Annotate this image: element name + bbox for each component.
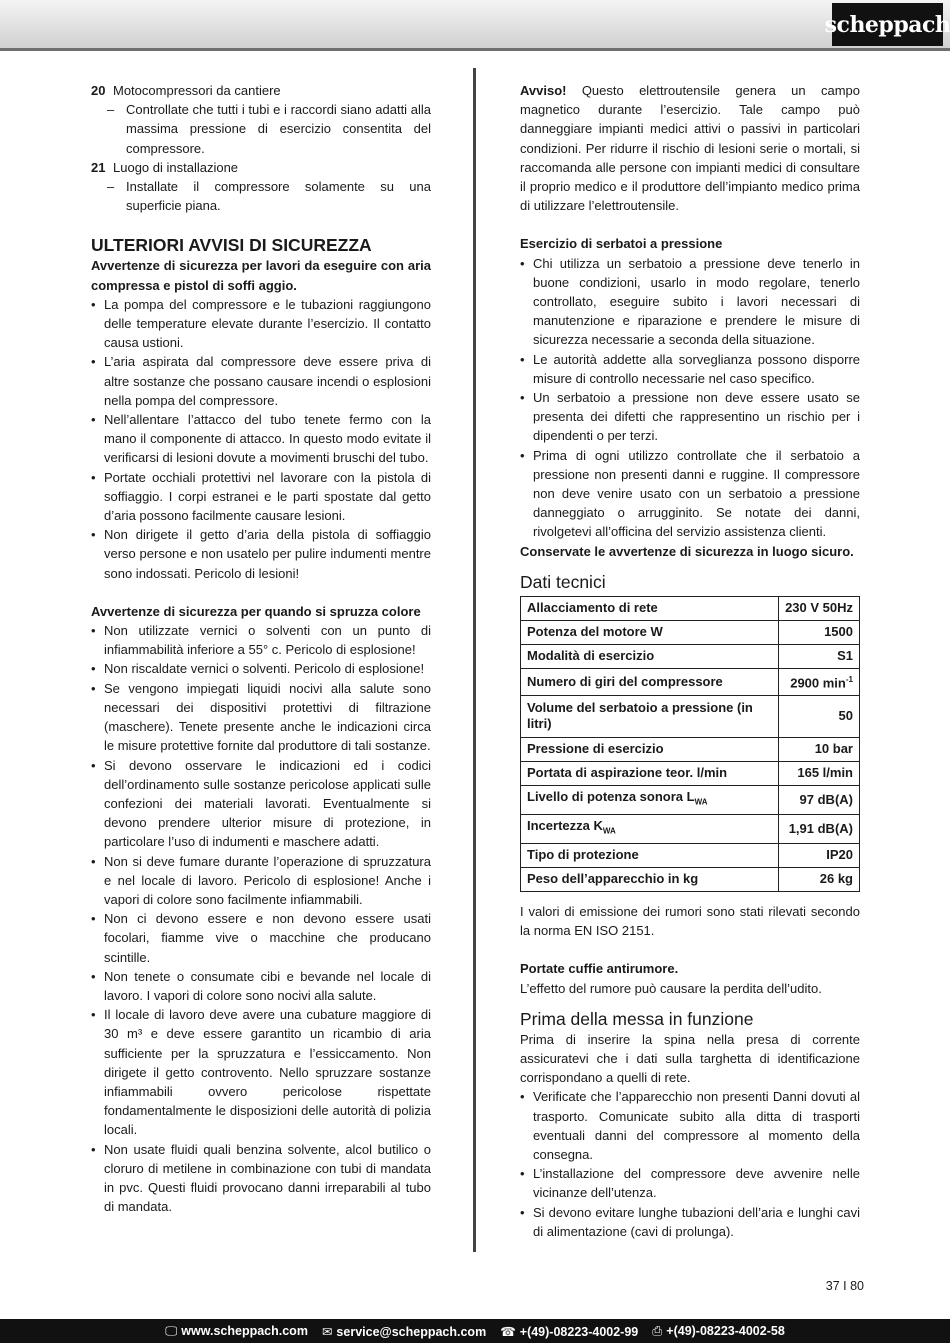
dash-marker: – (107, 102, 115, 118)
item-title: Luogo di installazione (113, 159, 239, 175)
spec-label-text: Livello di potenza sonora L (527, 788, 695, 804)
table-row (521, 785, 860, 814)
list-item: • Non riscaldate vernici o solventi. Pericolo di esplosione! (91, 659, 431, 678)
list-item: • L’aria aspirata dal compressore deve essere priva di altre sostanze che possano causare incendi o esplosioni nella pompa del compressore. (91, 352, 431, 410)
section-title: ULTERIORI AVVISI DI SICUREZZA (91, 235, 372, 256)
footer-web-text: www.scheppach.com (181, 1323, 308, 1338)
commissioning-text: Prima di inserire la spina nella presa di corrente assicuratevi che i dati sulla targhetta di identificazione corrispondano a quelli di rete. (520, 1031, 860, 1086)
list-item: • Non ci devono essere e non devono essere usati focolari, fiamme vive o macchine che producano scintille. (91, 909, 431, 967)
table-row (521, 867, 860, 891)
spec-value: S1 (779, 644, 860, 668)
list-item: • Prima di ogni utilizzo controllate che il serbatoio a pressione non presenti danni e ruggine. Il compressore non deve venire usato con un serbatoio a pressione danneggiato o arrugginito. Se notate dei danni, rivolgetevi all’officina del servizio assistenza clienti. (520, 446, 860, 542)
noise-note: I valori di emissione dei rumori sono stati rilevati secondo la norma EN ISO 2151. (520, 903, 860, 939)
spec-subscript: WA (602, 826, 616, 836)
right-column (520, 81, 860, 1241)
list-item: • Portate occhiali protettivi nel lavorare con la pistola di soffiaggio. I corpi estranei e le parti spostate dal getto d’aria possono facilmente causare lesioni. (91, 468, 431, 526)
dash-text: Controllate che tutti i tubi e i raccordi siano adatti alla massima pressione di esercizio consentita del compressore. (126, 102, 431, 156)
subsection-title-spraying: Avvertenze di sicurezza per quando si spruzza colore (91, 603, 421, 619)
bullet-list-commissioning (520, 1087, 860, 1241)
spec-label-text: Incertezza K (527, 817, 603, 833)
ear-protection-title: Portate cuffie antirumore. (520, 961, 679, 977)
footer-email[interactable] (322, 1324, 486, 1339)
list-item: • La pompa del compressore e le tubazioni raggiungono delle temperature elevate durante l’esercizio. Il contatto causa ustioni. (91, 295, 431, 353)
spec-label (521, 814, 779, 843)
spec-label (521, 785, 779, 814)
header-rule (0, 48, 950, 51)
brand-name: scheppach (824, 11, 950, 38)
footer-email-text: service@scheppach.com (336, 1324, 487, 1339)
warning-text: Questo elettroutensile genera un campo magnetico durante l’esercizio. Tale campo può danneggiare impianti medici attivi o passivi in particolari condizioni. Per ridurre il rischio di lesioni serie o mortali, si raccomanda alle persone con impianti medici di consultare il proprio medico e il produttore dell’impianto medico prima di utilizzare l’elettroutensile. (520, 83, 860, 214)
spec-value: 1500 (779, 620, 860, 644)
spec-table (520, 596, 860, 892)
numbered-item-20 (91, 81, 431, 100)
list-item: • L’installazione del compressore deve avvenire nelle vicinanze dell’utenza. (520, 1164, 860, 1202)
spec-label: Volume del serbatoio a pressione (in litri) (521, 695, 779, 737)
warning-paragraph (520, 81, 860, 215)
table-row (521, 761, 860, 785)
dash-marker: – (107, 179, 115, 195)
spec-label: Allacciamento di rete (521, 596, 779, 620)
spec-value-text: 2900 min (790, 675, 846, 691)
spec-value (779, 668, 860, 695)
spec-value: 165 l/min (779, 761, 860, 785)
spec-label: Peso dell’apparecchio in kg (521, 867, 779, 891)
bullet-list-spraying (91, 621, 431, 1216)
brand-logo (824, 3, 950, 46)
spec-subscript: WA (694, 797, 708, 807)
page-number: 37 I 80 (825, 1279, 864, 1293)
list-item: • Non si deve fumare durante l’operazione di spruzzatura e nel locale di lavoro. Pericolo di esplosione! Anche i vapori di colore sono facilmente infiammabili. (91, 852, 431, 910)
commissioning-title: Prima della messa in funzione (520, 1008, 754, 1029)
spec-value: IP20 (779, 843, 860, 867)
list-item: • Non utilizzate vernici o solventi con un punto di infiammabilità inferiore a 55° c. Pericolo di esplosione! (91, 621, 431, 659)
spec-label: Portata di aspirazione teor. l/min (521, 761, 779, 785)
spec-value: 10 bar (779, 737, 860, 761)
item-number: 20 (91, 83, 106, 98)
footer-web[interactable] (165, 1324, 308, 1339)
list-item: • Si devono evitare lunghe tubazioni dell’aria e lunghi cavi di alimentazione (cavi di prolunga). (520, 1203, 860, 1241)
spec-label: Tipo di protezione (521, 843, 779, 867)
table-row (521, 814, 860, 843)
list-item: • Si devono osservare le indicazioni ed i codici dell’ordinamento sulle sostanze pericolose applicati sulle confezioni dei materiali lavorati. Eventualmente si devono prendere ulterior misure di protezione, in particolare l’uso di indumenti e maschere adatti. (91, 756, 431, 852)
spec-value: 50 (779, 695, 860, 737)
list-item: • Nell’allentare l’attacco del tubo tenete fermo con la mano il componente di attacco. In questo modo evitate il verificarsi di lesioni dovute a movimenti bruschi del tubo. (91, 410, 431, 468)
list-item: • Le autorità addette alla sorveglianza possono disporre misure di controllo necessarie nel caso specifico. (520, 350, 860, 388)
table-row (521, 737, 860, 761)
footer-phone-text: +(49)-08223-4002-99 (519, 1324, 639, 1339)
list-item: • Non usate fluidi quali benzina solvente, alcol butilico o cloruro di metilene in combinazione con tubi di mandata in pvc. Questi fluidi provocano danni irreparabili al tubo di mandata. (91, 1140, 431, 1217)
numbered-item-21 (91, 158, 431, 177)
warning-label: Avviso! (520, 83, 567, 98)
footer-phone[interactable] (500, 1324, 638, 1339)
spec-label: Modalità di esercizio (521, 644, 779, 668)
list-item: • Il locale di lavoro deve avere una cubature maggiore di 30 m³ e deve essere garantito un ricambio di aria sufficiente per la spruzzatura e l’essiccamento. Non dirigete il getto controvento. Nello spruzzare sostanze infiammabili ovvero pericolose rispettate fondamentalmente le disposizioni delle autorità di polizia locali. (91, 1005, 431, 1139)
footer-fax-text: +(49)-08223-4002-58 (666, 1323, 785, 1338)
table-row (521, 843, 860, 867)
phone-icon: ☎︎ (500, 1324, 516, 1339)
column-divider (473, 68, 476, 1252)
table-row (521, 644, 860, 668)
bullet-list-tanks (520, 254, 860, 542)
table-row (521, 620, 860, 644)
footer-bar (0, 1319, 950, 1343)
spec-label: Numero di giri del compressore (521, 668, 779, 695)
footer-fax[interactable] (652, 1324, 785, 1339)
dash-item (91, 177, 431, 215)
keep-instructions-note: Conservate le avvertenze di sicurezza in luogo sicuro. (520, 543, 854, 559)
item-title: Motocompressori da cantiere (113, 83, 281, 98)
tank-section-title: Esercizio di serbatoi a pressione (520, 236, 723, 252)
fax-icon: ⎙ (652, 1323, 663, 1338)
spec-label: Potenza del motore W (521, 620, 779, 644)
subsection-title-compressed-air: Avvertenze di sicurezza per lavori da eseguire con aria compressa e pistol di soffi aggio. (91, 258, 431, 293)
tech-data-title: Dati tecnici (520, 571, 606, 592)
header-bar (0, 0, 950, 48)
item-number: 21 (91, 159, 106, 175)
envelope-icon: ✉︎ (321, 1324, 333, 1339)
list-item: • Se vengono impiegati liquidi nocivi alla salute sono necessari dei dispositivi protettivi di filtrazione (maschere). Tenete presente anche le indicazioni circa le misure protettive fornite dal produttore di tali sostanze. (91, 679, 431, 756)
spec-value: 97 dB(A) (779, 785, 860, 814)
list-item: • Verificate che l’apparecchio non presenti Danni dovuti al trasporto. Comunicate subito alla ditta di trasporti eventuali danni del compressore al momento della consegna. (520, 1087, 860, 1164)
bullet-list-compressed-air (91, 295, 431, 583)
list-item: • Un serbatoio a pressione non deve essere usato se presenta dei difetti che rappresentino un rischio per i dipendenti o per terzi. (520, 388, 860, 446)
table-row (521, 596, 860, 620)
list-item: • Non dirigete il getto d’aria della pistola di soffiaggio verso persone e non usatelo per pulire indumenti mentre sono indossati. Pericolo di lesioni! (91, 525, 431, 583)
list-item: • Non tenete o consumate cibi e bevande nel locale di lavoro. I vapori di colore sono nocivi alla salute. (91, 967, 431, 1005)
spec-value: 230 V 50Hz (779, 596, 860, 620)
spec-label: Pressione di esercizio (521, 737, 779, 761)
monitor-icon: 🖵︎ (165, 1323, 178, 1338)
left-column (91, 81, 431, 1216)
spec-value: 26 kg (779, 867, 860, 891)
table-row (521, 668, 860, 695)
dash-text: Installate il compressore solamente su una superficie piana. (126, 179, 431, 214)
dash-item (91, 100, 431, 158)
spec-value: 1,91 dB(A) (779, 814, 860, 843)
list-item: • Chi utilizza un serbatoio a pressione deve tenerlo in buone condizioni, usarlo in modo regolare, tenerlo controllato, eseguire subito i lavori necessari di manutenzione e riparazione e prendere le misure di sicurezza necessarie a seconda della situazione. (520, 254, 860, 350)
table-row (521, 695, 860, 737)
ear-protection-text: L’effetto del rumore può causare la perdita dell’udito. (520, 980, 822, 996)
spec-superscript: -1 (845, 674, 853, 684)
